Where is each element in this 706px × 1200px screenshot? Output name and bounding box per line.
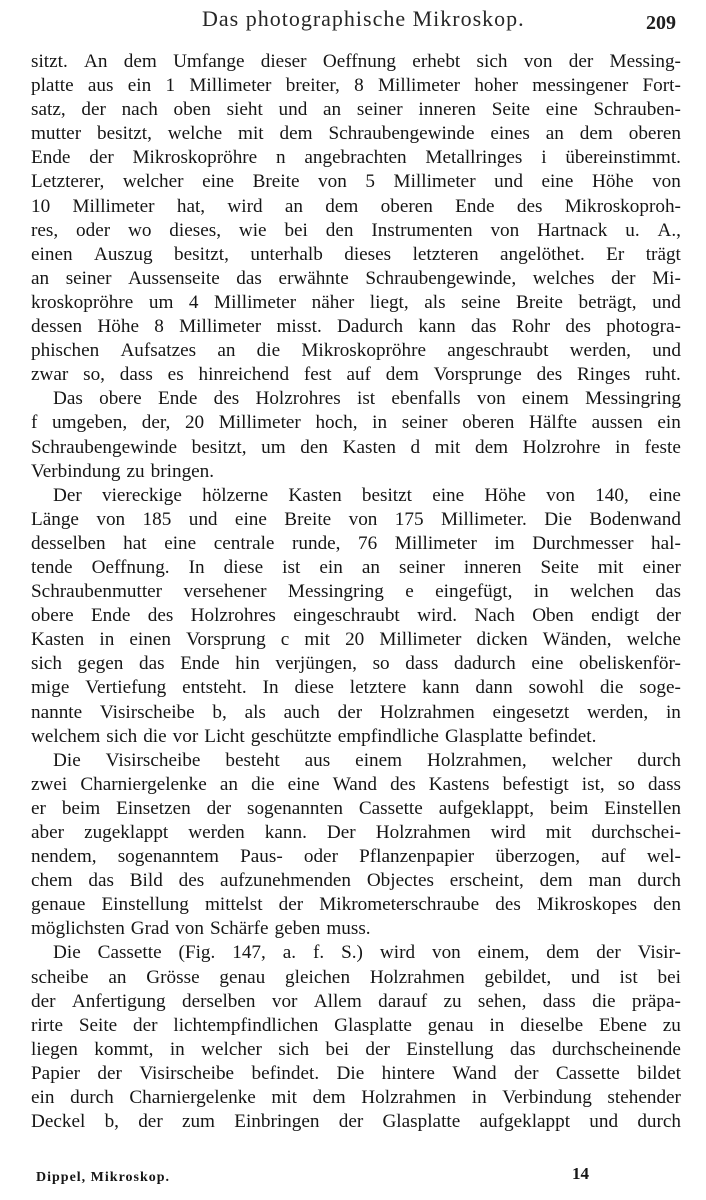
text-line: Deckel b, der zum Einbringen der Glasplatte aufgeklappt und durch [31, 1111, 681, 1133]
text-line: der Anfertigung derselben vor Allem darauf zu sehen, dass die präpa- [31, 990, 681, 1012]
text-line: genaue Einstellung mittelst der Mikrometerschraube des Mikroskopes den [31, 894, 681, 916]
text-line: mige Vertiefung entsteht. In diese letztere kann dann sowohl die soge- [31, 677, 681, 699]
running-title: Das photographische Mikroskop. [202, 6, 525, 31]
text-line: an seiner Aussenseite das erwähnte Schraubengewinde, welches der Mi- [31, 267, 681, 289]
sheet-number: 14 [572, 1164, 589, 1183]
body-text [31, 50, 681, 1134]
text-line: nannte Visirscheibe b, als auch der Holzrahmen eingesetzt werden, in [31, 701, 681, 723]
text-line: phischen Aufsatzes an die Mikroskopröhre angeschraubt werden, und [31, 340, 681, 362]
text-line: er beim Einsetzen der sogenannten Cassette aufgeklappt, beim Einstellen [31, 797, 681, 819]
text-line: ein durch Charniergelenke mit dem Holzrahmen in Verbindung stehender [31, 1087, 681, 1109]
page-footer [0, 1164, 706, 1194]
text-line: Letzterer, welcher eine Breite von 5 Millimeter und eine Höhe von [31, 171, 681, 193]
text-line: satz, der nach oben sieht und an seiner inneren Seite eine Schrauben- [31, 99, 681, 121]
text-line: Schraubengewinde besitzt, um den Kasten d mit dem Holzrohre in feste [31, 436, 681, 458]
text-line: scheibe an Grösse genau gleichen Holzrahmen gebildet, und ist bei [31, 966, 681, 988]
text-line: möglichsten Grad von Schärfe geben muss. [31, 918, 371, 940]
text-line: rirte Seite der lichtempfindlichen Glasplatte genau in dieselbe Ebene zu [31, 1014, 681, 1036]
text-line: sitzt. An dem Umfange dieser Oeffnung erhebt sich von der Messing- [31, 51, 681, 72]
text-line: Länge von 185 und eine Breite von 175 Millimeter. Die Bodenwand [31, 508, 681, 530]
text-line: zwei Charniergelenke an die eine Wand des Kastens befestigt ist, so dass [31, 773, 681, 795]
text-line: Der viereckige hölzerne Kasten besitzt eine Höhe von 140, eine [53, 484, 681, 506]
text-line: f umgeben, der, 20 Millimeter hoch, in seiner oberen Hälfte aussen ein [31, 412, 681, 434]
text-line: sich gegen das Ende hin verjüngen, so dass dadurch eine obeliskenför- [31, 653, 681, 675]
text-line: Ende der Mikroskopröhre n angebrachten Metallringes i übereinstimmt. [31, 147, 681, 169]
page-number: 209 [646, 12, 676, 34]
text-line: Papier der Visirscheibe befindet. Die hintere Wand der Cassette bildet [31, 1062, 681, 1084]
text-line: zwar so, dass es hinreichend fest auf dem Vorsprunge des Ringes ruht. [31, 364, 681, 386]
text-line: 10 Millimeter hat, wird an dem oberen Ende des Mikroskoproh- [31, 195, 681, 217]
printer-signature: Dippel, Mikroskop. [36, 1170, 171, 1185]
text-line: tende Oeffnung. In diese ist ein an seiner inneren Seite mit einer [31, 556, 681, 578]
text-line: desselben hat eine centrale runde, 76 Millimeter im Durchmesser hal- [31, 532, 681, 554]
text-line: Kasten in einen Vorsprung c mit 20 Millimeter dicken Wänden, welche [31, 629, 681, 651]
text-line: mutter besitzt, welche mit dem Schraubengewinde eines an dem oberen [31, 123, 681, 145]
text-line: einen Auszug besitzt, unterhalb dieses letzteren angelöthet. Er trägt [31, 243, 681, 265]
text-line: welchem sich die vor Licht geschützte empfindliche Glasplatte befindet. [31, 725, 597, 747]
text-line: platte aus ein 1 Millimeter breiter, 8 Millimeter hoher messingener Fort- [31, 75, 681, 97]
text-line: Schraubenmutter versehener Messingring e eingefügt, in welchen das [31, 581, 681, 603]
text-line: Verbindung zu bringen. [31, 460, 215, 482]
text-line: obere Ende des Holzrohres eingeschraubt wird. Nach Oben endigt der [31, 605, 681, 627]
page-header [0, 4, 706, 38]
text-line: Das obere Ende des Holzrohres ist ebenfalls von einem Messingring [53, 388, 681, 410]
text-line: aber zugeklappt werden kann. Der Holzrahmen wird mit durchschei- [31, 822, 681, 843]
text-line: chem das Bild des aufzunehmenden Objectes erscheint, dem man durch [31, 870, 681, 892]
text-line: kroskopröhre um 4 Millimeter näher liegt, als seine Breite beträgt, und [31, 291, 681, 313]
text-line: dessen Höhe 8 Millimeter misst. Dadurch kann das Rohr des photogra- [31, 316, 681, 338]
text-line: Die Cassette (Fig. 147, a. f. S.) wird von einem, dem der Visir- [53, 942, 681, 964]
text-line: res, oder wo dieses, wie bei den Instrumenten von Hartnack u. A., [31, 219, 681, 241]
text-line: nendem, sogenanntem Paus- oder Pflanzenpapier überzogen, auf wel- [31, 846, 681, 868]
text-line: liegen kommt, in welcher sich bei der Einstellung das durchscheinende [31, 1038, 681, 1060]
text-line: Die Visirscheibe besteht aus einem Holzrahmen, welcher durch [53, 749, 681, 771]
